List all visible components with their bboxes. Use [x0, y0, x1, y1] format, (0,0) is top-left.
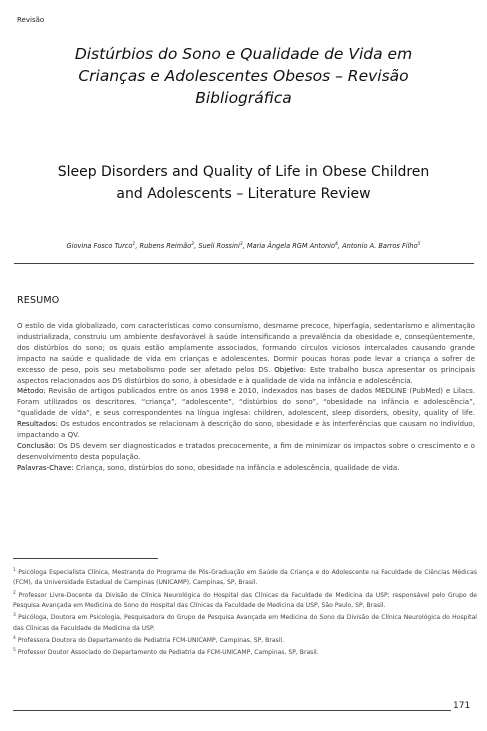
- method-label: Método:: [17, 386, 46, 396]
- keywords-text: Criança, sono, distúrbios do sono, obesidade na infância e adolescência, qualidade de vida.: [75, 462, 400, 472]
- page-number: 171: [453, 701, 471, 711]
- title-portuguese: [30, 43, 457, 109]
- conclusion-text: Os DS devem ser diagnosticados e tratados precocemente, a fim de minimizar os impactos sobre o crescimento e o desenvolvimento desta população.: [17, 440, 475, 461]
- title-pt-line-2: Crianças e Adolescentes Obesos – Revisão: [78, 67, 409, 85]
- title-english: [30, 161, 457, 205]
- title-en-line-1: Sleep Disorders and Quality of Life in Obese Children: [57, 164, 430, 180]
- method-text: Revisão de artigos publicados entre os anos 1998 e 2010, indexados nas bases de dados MEDLINE (PubMed) e Lilacs. Foram utilizados os descritores. “criança”, “adolescente”, “distúrbios do sono”, “obesidade na infância e adolescência”, “qualidade de vida”, e seus correspondentes na língua inglesa: children, adolescent, sleep disorders, obesity, quality of life.: [17, 386, 475, 418]
- results-label: Resultados:: [17, 419, 58, 429]
- footnote: $^3$ Psicóloga, Doutora em Psicologia, Pesquisadora do Grupo de Pesquisa Avançada em Medicina do Sono da Divisão de Clínica Neurológica do Hospital das Clínicas da Faculdade de Medicina da USP.: [13, 613, 478, 632]
- keywords-label: Palavras-Chave:: [17, 462, 74, 472]
- footnote-divider: [13, 558, 158, 559]
- title-en-line-2: and Adolescents – Literature Review: [116, 186, 371, 202]
- objective-text: Este trabalho busca apresentar os principais aspectos relacionados aos DS distúrbios do sono, à obesidade e à qualidade de vida na infância e adolescência.: [17, 364, 475, 385]
- section-tag: Revisão: [17, 16, 45, 24]
- abstract-intro: O estilo de vida globalizado, com características como consumismo, desmame precoce, hiperfagia, sedentarismo e alimentação industrializada, construiu um ambiente desfavorável à saúde intensificando a prevalência da obesidade e, conseqüentemente, dos distúrbios do sono; os quais estão amplamente associados, formando círculos viciosos intercalados causando grande impacto na saúde e qualidade de vida em crianças e adolescentes. Dormir poucas horas pode levar a criança a sofrer de excesso de peso, pois seu metabolismo pode ser afetado pelos DS.: [17, 321, 475, 374]
- abstract-body: [17, 321, 475, 474]
- title-pt-line-1: Distúrbios do Sono e Qualidade de Vida em: [74, 45, 413, 63]
- objective-label: Objetivo:: [274, 364, 307, 374]
- footnote: $^5$ Professor Doutor Associado do Departamento de Pediatria da FCM-UNICAMP, Campinas, SP, Brasil.: [13, 648, 319, 657]
- abstract-paragraph: [17, 321, 475, 474]
- footnote: $^2$ Professor Livre-Docente da Divisão de Clínica Neurológica do Hospital das Clínicas da Faculdade de Medicina da USP; responsável pelo Grupo de Pesquisa Avançada em Medicina do Sono do Hospital das Clínicas da Faculdade de Medicina da USP, São Paulo, SP, Brasil.: [13, 590, 477, 609]
- author: Giovina Fosco Turco$^1$,: [66, 242, 140, 251]
- author: Maria Ângela RGM Antonio$^4$,: [246, 242, 343, 251]
- conclusion-label: Conclusão:: [17, 440, 56, 450]
- author: Sueli Rossini$^3$,: [198, 242, 247, 251]
- footnote: $^4$ Professora Doutora do Departamento de Pediatria FCM-UNICAMP, Campinas, SP, Brasil.: [13, 635, 285, 644]
- title-pt-line-3: Bibliográfica: [195, 89, 292, 107]
- abstract-heading: RESUMO: [17, 295, 60, 306]
- author-list: [20, 242, 467, 250]
- author-divider: [14, 263, 474, 264]
- footer-rule: [13, 710, 451, 711]
- author: Antonio A. Barros Filho$^5$: [342, 242, 421, 251]
- author: Rubens Reimão$^2$,: [139, 242, 199, 251]
- footnote: $^1$ Psicóloga Especialista Clínica, Mestranda do Programa de Pós-Graduação em Saúde da Criança e do Adolescente na Faculdade de Ciências Médicas (FCM), da Universidade Estadual de Campinas (UNICAMP), Campinas, SP, Brasil.: [13, 568, 478, 587]
- results-text: Os estudos encontrados se relacionam à descrição do sono, obesidade e às interferências que causam no indivíduo, impactando a QV.: [17, 419, 475, 440]
- footnotes: [13, 566, 477, 659]
